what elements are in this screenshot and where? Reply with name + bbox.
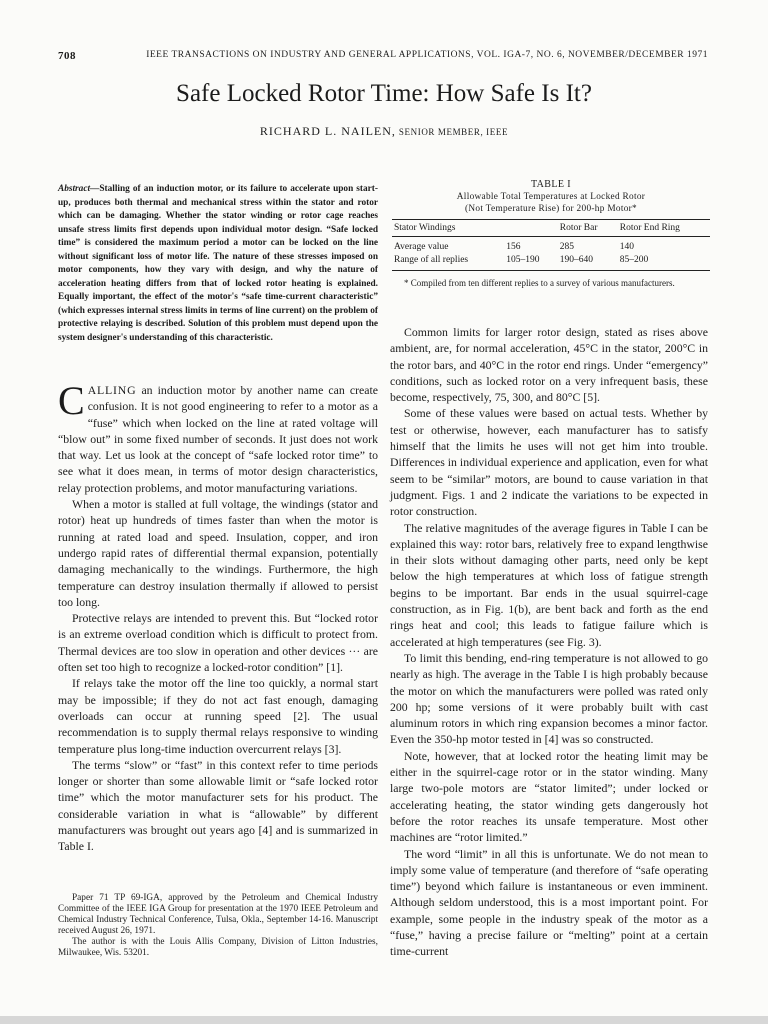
paragraph: Note, however, that at locked rotor the heating limit may be either in the squirrel-cage rotor or in the stator winding. Many large two-pole motors are “stator limited”; under locked or accelerating heating, the stator winding gets dangerously hot before the rotor reaches its unsafe temperature. Most other machines are “rotor limited.” [390,748,708,845]
left-column-body [58,378,378,855]
paragraph: Common limits for larger rotor design, stated as rises above ambient, are, for normal acceleration, 45°C in the stator, 200°C in the rotor bars, and 40°C in the rotor end rings. Under “emergency” conditions, such as locked rotor on a very infrequent basis, these become, respectively, 75, 300, and 80°C [5]. [390,325,708,405]
paragraph-text: an induction motor by another name can create confusion. It is not good engineering to refer to a motor as a “fuse” which when locked on the line at rated voltage will “blow out” in some fixed number of seconds. It just does not work that way. Let us look at the concept of “safe locked rotor time” to see what it does mean, in terms of motor design characteristics, relay protection problems, and motor manufacturing variations. [58,383,378,495]
paragraph: Some of these values were based on actual tests. Whether by test or otherwise, however, each manufacturer has to satisfy himself that the limits he uses will not get him into trouble. Differences in individual experience and application, even for what seem to be “similar” motors, are bound to cause variation in that judgment. Figs. 1 and 2 indicate the variations to be expected in rotor construction. [390,406,708,519]
table-cell: 140 [619,242,635,252]
table-header-cell: Rotor End Ring [618,220,710,237]
table-i [392,179,710,289]
footnote-paper-info: Paper 71 TP 69-IGA, approved by the Petroleum and Chemical Industry Committee of the IEEE IGA Group for presentation at the 1970 IEEE Petroleum and Chemical Industry Technical Conference, Tulsa, Okla., September 14-16. Manuscript received August 26, 1971. [58,893,378,936]
table-subcaption-2: (Not Temperature Rise) for 200-hp Motor* [464,204,638,214]
paragraph: Protective relays are intended to prevent this. But “locked rotor is an extreme overload condition which is difficult to protect from. Thermal devices are too slow in operation and other devices ··· are often set too high to recognize a locked-rotor condition” [1]. [58,611,378,675]
table-header-cell: Stator Windings [392,220,558,237]
lead-word: ALLING [87,383,137,397]
table-cell: 190–640 [558,254,618,271]
author-line [0,124,768,139]
paragraph: The relative magnitudes of the average figures in Table I can be explained this way: rotor bars, relatively free to expand lengthwise in their slots without damaging other parts, need only be kept below the high temperatures at which loss of fatigue strength begins to be important. Bar ends in the usual squirrel-cage construction, as in Fig. 1(b), are bent back and forth as the end rings heat and cool; this leads to fatigue failure which is accelerated at high temperatures (see Fig. 3). [390,520,708,649]
table-header-row [392,220,710,237]
table-row-label: Range of all replies [392,254,504,271]
right-column-body [390,324,708,960]
abstract-label: Abstract [58,184,91,194]
table-footnote: * Compiled from ten different replies to a survey of various manufacturers. [404,278,675,288]
abstract [58,183,378,345]
author-rank: SENIOR MEMBER, IEEE [398,127,509,137]
footnote-block [58,893,378,959]
table-cell: 85–200 [618,254,710,271]
paragraph: If relays take the motor off the line too quickly, a normal start may be impossible; if they do not act fast enough, damaging overloads can occur at running speed [2]. The usual recommendation is to supply thermal relays responsive to winding temperature plus long-time induction overcurrent relays [3]. [58,676,378,756]
table-caption: TABLE I [530,179,572,190]
table-cell: 156 [506,242,521,252]
author-name: RICHARD L. NAILEN, [259,124,396,138]
drop-cap: C [58,378,85,423]
table-row-label: Average value [394,242,449,252]
page-number: 708 [58,50,76,62]
paragraph: To limit this bending, end-ring temperature is not allowed to go nearly as high. The average in the Table I is high probably because the motor on which the manufacturers were polled was rated only 200 hp; some versions of it were probably built with cast aluminum rotors in which ring expansion becomes a minor factor. Even the 350-hp motor tested in [4] was so constructed. [390,650,708,747]
paragraph: The terms “slow” or “fast” in this context refer to time periods longer or shorter than some allowable limit or “safe locked rotor time” which the motor manufacturer sets for his product. The considerable variation in what is “allowable” by different manufacturers was brought out years ago [4] and is summarized in Table I. [58,757,378,854]
paragraph: The word “limit” in all this is unfortunate. We do not mean to imply some value of temperature (and therefore of “safe operating time”) beyond which failure is instantaneous or even imminent. Although seldom understood, this is a most important point. For example, some people in the industry speak of the motor as a “fuse,” having a precise failure or “melting” point at a certain time-current [390,846,708,959]
paragraph: When a motor is stalled at full voltage, the windings (stator and rotor) heat up hundreds of times faster than when the motor is running at rated load and speed. Insulation, copper, and iron undergo rapid rates of differential thermal expansion, potentially damaging mechanically to the windings. Furthermore, the high temperature can destroy insulation thermally if allowed to persist too long. [58,497,378,609]
paragraph [58,378,378,496]
table-subcaption-1: Allowable Total Temperatures at Locked Rotor [456,192,646,202]
paper-title: Safe Locked Rotor Time: How Safe Is It? [176,80,592,107]
table-header-cell: Rotor Bar [558,220,618,237]
running-head: IEEE TRANSACTIONS ON INDUSTRY AND GENERAL APPLICATIONS, VOL. IGA-7, NO. 6, NOVEMBER/DECEMBER 1971 [146,50,708,60]
footnote-author-affiliation: The author is with the Louis Allis Company, Division of Litton Industries, Milwaukee, Wis. 53201. [58,937,378,958]
table-cell: 285 [559,242,575,252]
table-row [392,254,710,271]
temperature-table [392,219,710,271]
table-cell: 105–190 [504,254,558,271]
abstract-text: —Stalling of an induction motor, or its failure to accelerate upon start-up, produces both thermal and mechanical stress within the stator and rotor which can be damaging. Whether the stator winding or rotor cage reaches unsafe stress limits first depends upon individual motor design. “Safe locked time” is considered the maximum period a motor can be locked on the line without significant loss of motor life. The nature of these stresses imposed on motor components, how they vary with design, and why the nature of acceleration heating differs from that of locked rotor heating is explained. Equally important, the effect of the motor's “safe time-current characteristic” (which expresses internal stress limits in terms of line current) on the problem of protective relaying is described. Solution of this problem must depend upon the system designer's understanding of this characteristic. [58,184,378,343]
table-row [392,237,710,255]
